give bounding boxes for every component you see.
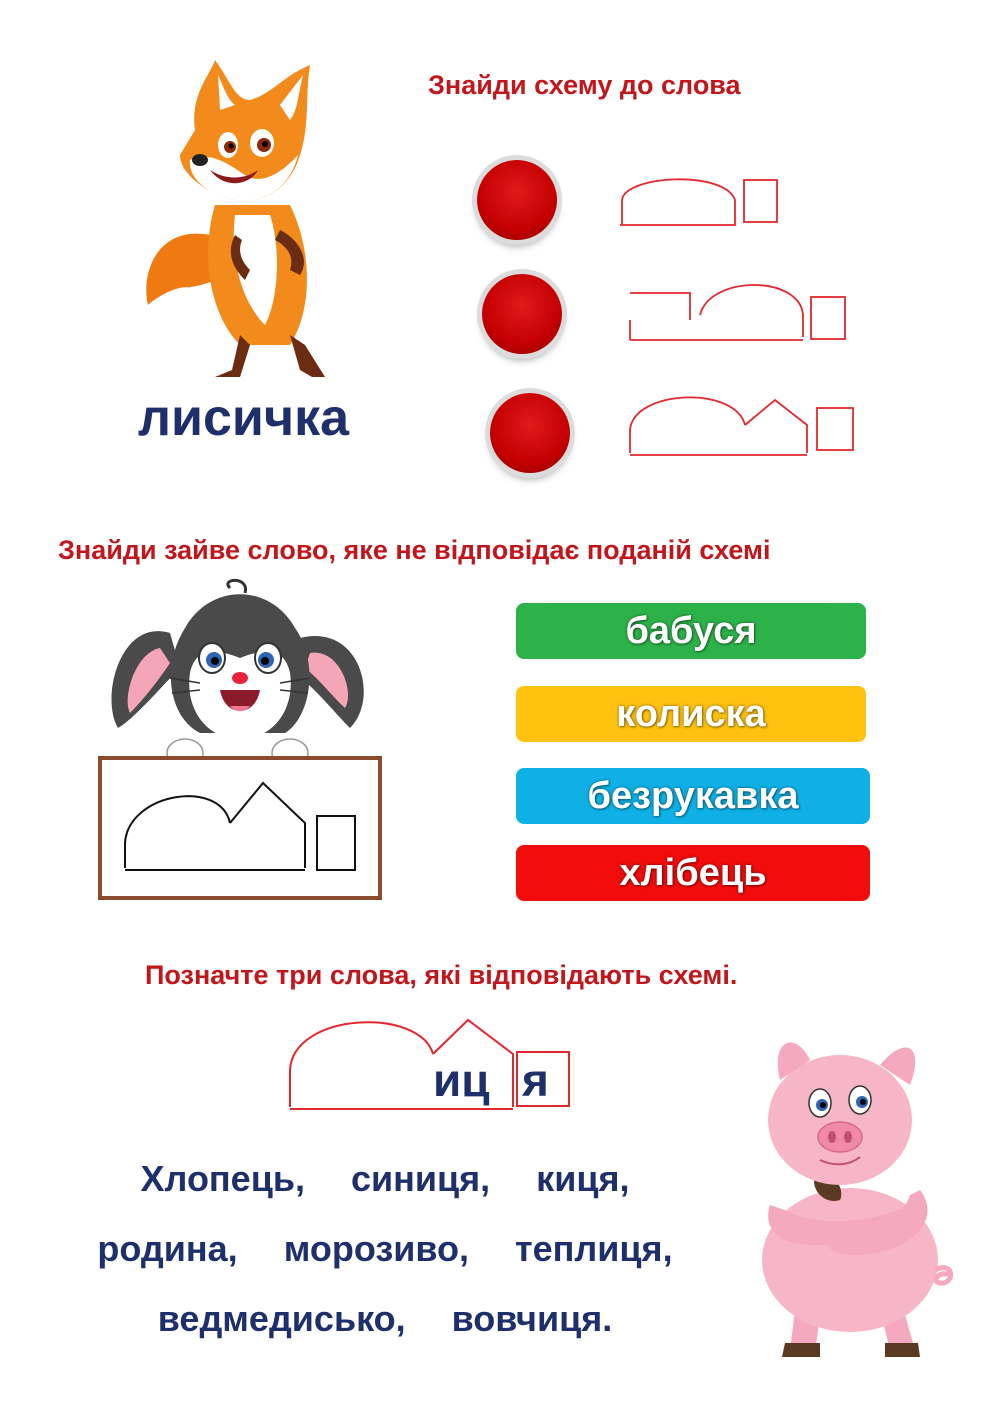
word-vovchytsia[interactable]: вовчиця. <box>451 1298 613 1339</box>
scheme-option-3-radio[interactable] <box>490 393 570 473</box>
task3-heading: Позначте три слова, які відповідають схемі. <box>145 960 738 990</box>
task1-heading: Знайди схему до слова <box>428 70 741 100</box>
scheme-ending: я <box>522 1054 549 1106</box>
word-line-2 <box>0 1228 770 1270</box>
scheme-option-1-radio[interactable] <box>477 160 557 240</box>
pig-illustration <box>740 1025 980 1365</box>
word-teplytsia[interactable]: теплиця, <box>515 1228 673 1269</box>
word-option-bezrukavka[interactable]: безрукавка <box>516 768 870 824</box>
word-line-3 <box>0 1298 770 1340</box>
word-scheme-2 <box>625 275 855 345</box>
bunny-illustration <box>100 578 400 908</box>
word-scheme-1 <box>615 170 785 230</box>
scheme-option-2-radio[interactable] <box>482 274 562 354</box>
task2-heading: Знайди зайве слово, яке не відповідає поданій схемі <box>58 535 771 565</box>
word-synytsia[interactable]: синиця, <box>350 1158 491 1199</box>
word-khlopets[interactable]: Хлопець, <box>140 1158 305 1199</box>
word-rodyna[interactable]: родина, <box>97 1228 238 1269</box>
word-kytsia[interactable]: киця, <box>536 1158 630 1199</box>
scheme-suffix: иц <box>433 1054 490 1106</box>
word-option-khlibets[interactable]: хлібець <box>516 845 870 901</box>
word-morozyvo[interactable]: морозиво, <box>283 1228 470 1269</box>
word-scheme-3 <box>625 385 865 460</box>
word-option-kolyska[interactable]: колиска <box>516 686 866 742</box>
fox-illustration <box>140 55 350 385</box>
word-vedmedysko[interactable]: ведмедисько, <box>157 1298 406 1339</box>
word-line-1 <box>0 1158 770 1200</box>
word-option-babusia[interactable]: бабуся <box>516 603 866 659</box>
fox-word: лисичка <box>138 389 350 447</box>
